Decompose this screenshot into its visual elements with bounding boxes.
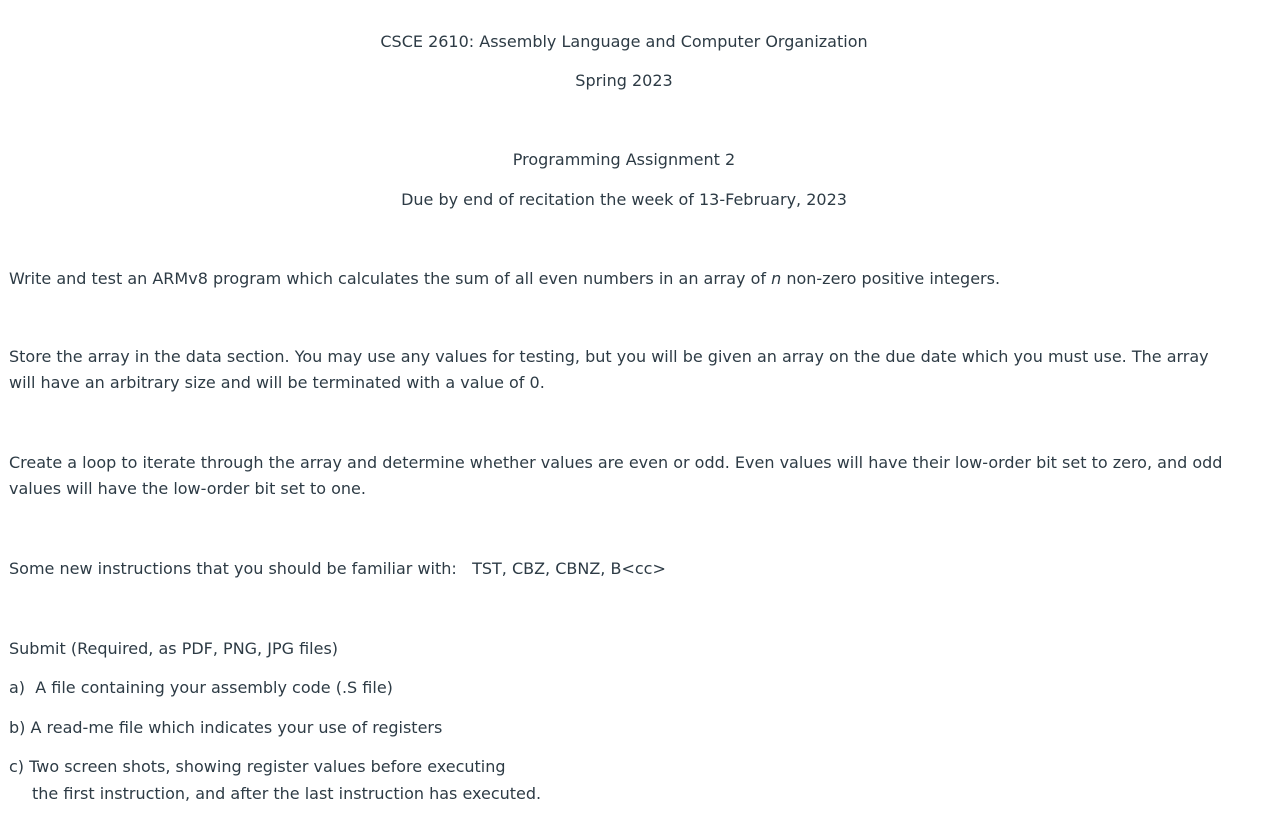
intro-text-end: non-zero positive integers. xyxy=(781,269,1001,288)
submit-item-c-continued: the first instruction, and after the last instruction has executed. xyxy=(32,784,542,803)
intro-paragraph xyxy=(9,269,1000,289)
term: Spring 2023 xyxy=(575,71,673,90)
submit-item-c: c) Two screen shots, showing register values before executing xyxy=(9,757,506,776)
submit-item-b: b) A read-me file which indicates your use of registers xyxy=(9,718,443,737)
instructions-paragraph: Some new instructions that you should be familiar with: TST, CBZ, CBNZ, B<cc> xyxy=(9,559,666,578)
store-array-paragraph: Store the array in the data section. You may use any values for testing, but you will be given an array on the due date which you must use. The array will have an arbitrary size and will be terminated with a value of 0. xyxy=(9,347,1209,392)
due-date: Due by end of recitation the week of 13-February, 2023 xyxy=(401,190,847,209)
loop-paragraph: Create a loop to iterate through the array and determine whether values are even or odd. Even values will have their low-order bit set to zero, and odd values will have the low-order bit set to one. xyxy=(9,453,1223,498)
submit-item-a: a) A file containing your assembly code (.S file) xyxy=(9,678,393,697)
intro-text-start: Write and test an ARMv8 program which calculates the sum of all even numbers in an array of xyxy=(9,269,772,288)
course-title: CSCE 2610: Assembly Language and Computer Organization xyxy=(380,32,868,51)
intro-variable-n: n xyxy=(771,269,782,288)
submit-heading: Submit (Required, as PDF, PNG, JPG files) xyxy=(9,639,339,658)
assignment-title: Programming Assignment 2 xyxy=(512,150,736,169)
